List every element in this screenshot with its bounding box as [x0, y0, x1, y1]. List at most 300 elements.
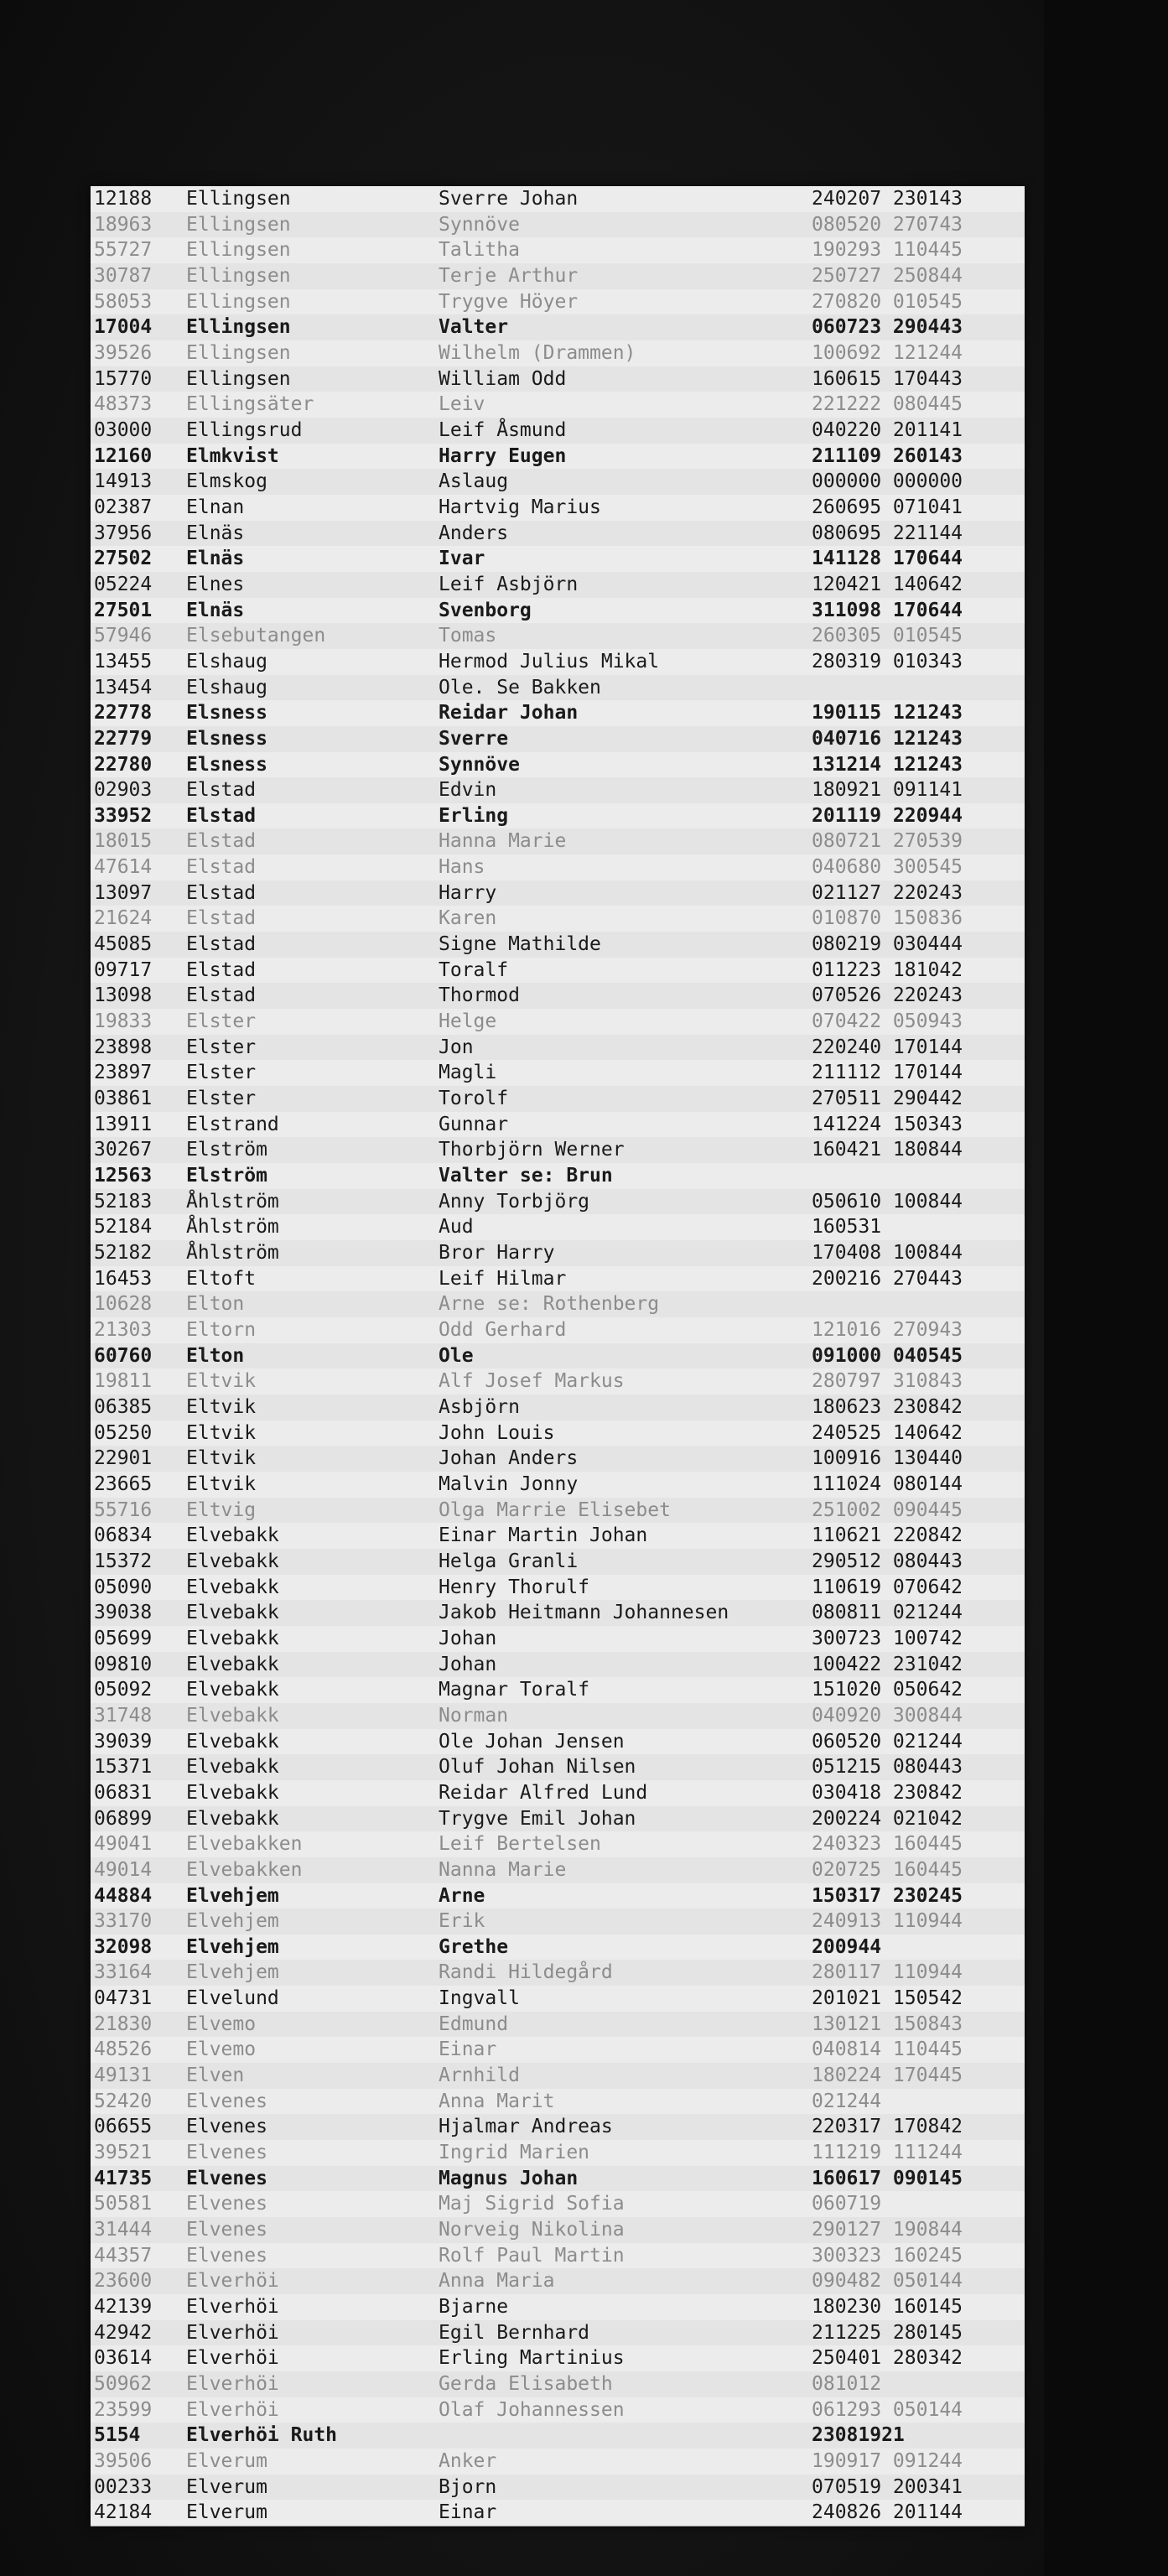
card-number: 13911: [94, 1113, 153, 1135]
given-names: Randi Hildegård: [439, 1961, 613, 1984]
given-names: Norveig Nikolina: [439, 2219, 625, 2241]
card-number: 52182: [94, 1242, 153, 1265]
card-row: [91, 906, 1025, 932]
surname: Elvenes: [186, 2244, 267, 2267]
card-number: 22779: [94, 727, 153, 750]
card-row: [91, 1806, 1025, 1833]
surname: Elstad: [186, 779, 257, 802]
card-number: 21303: [94, 1319, 153, 1341]
card-row: [91, 1394, 1025, 1421]
dates: 240913 110944: [812, 1910, 963, 1933]
card-row: [91, 2037, 1025, 2064]
dates: 040220 201141: [812, 418, 963, 441]
card-row: [91, 1523, 1025, 1550]
given-names: John Louis: [439, 1421, 555, 1444]
surname: Ellingsen: [186, 188, 291, 210]
card-number: 39506: [94, 2450, 153, 2473]
dates: 090482 050144: [812, 2270, 963, 2293]
given-names: Sverre Johan: [439, 188, 579, 210]
dates: 040920 300844: [812, 1704, 963, 1727]
dates: 080219 030444: [812, 933, 963, 956]
dates: 000000 000000: [812, 470, 963, 493]
card-row: [91, 1189, 1025, 1216]
card-row: [91, 314, 1025, 341]
card-number: 55727: [94, 239, 153, 262]
dates: 160421 180844: [812, 1139, 963, 1161]
card-number: 41735: [94, 2167, 153, 2189]
dates: 051215 080443: [812, 1756, 963, 1779]
surname: Elstad: [186, 830, 257, 853]
card-number: 23665: [94, 1472, 153, 1495]
surname: Elster: [186, 1010, 257, 1033]
card-row: [91, 1009, 1025, 1036]
dates: 240525 140642: [812, 1421, 963, 1444]
dates: 080721 270539: [812, 830, 963, 853]
dates: 170408 100844: [812, 1242, 963, 1265]
card-number: 55716: [94, 1498, 153, 1521]
dates: 080695 221144: [812, 522, 963, 544]
card-number: 19833: [94, 1010, 153, 1033]
card-row: [91, 1857, 1025, 1884]
card-number: 06385: [94, 1395, 153, 1418]
card-row: [91, 2500, 1025, 2527]
card-row: [91, 2243, 1025, 2270]
card-row: [91, 1317, 1025, 1344]
given-names: Talitha: [439, 239, 520, 262]
given-names: Thormod: [439, 984, 520, 1007]
surname: Elvenes: [186, 2142, 267, 2164]
given-names: Jon: [439, 1036, 474, 1058]
dates: 180224 170445: [812, 2064, 963, 2087]
surname: Elvenes: [186, 2167, 267, 2189]
card-number: 33164: [94, 1961, 153, 1984]
dates: 021127 220243: [812, 881, 963, 904]
given-names: Leif Åsmund: [439, 418, 567, 441]
card-row: [91, 1291, 1025, 1318]
card-number: 16453: [94, 1267, 153, 1290]
surname: Elton: [186, 1344, 245, 1367]
surname: Elverhöi: [186, 2347, 279, 2370]
card-row: [91, 1060, 1025, 1087]
surname: Elstrand: [186, 1113, 279, 1135]
card-row: [91, 1960, 1025, 1987]
dates: 200224 021042: [812, 1807, 963, 1830]
surname: Elverum: [186, 2475, 267, 2498]
given-names: Anker: [439, 2450, 497, 2473]
surname: Ellingsen: [186, 341, 291, 364]
card-number: 44884: [94, 1884, 153, 1907]
card-row: [91, 675, 1025, 702]
dates: 141224 150343: [812, 1113, 963, 1135]
card-row: [91, 1112, 1025, 1140]
card-row: [91, 289, 1025, 316]
card-row: [91, 1986, 1025, 2012]
given-names: Arne se: Rothenberg: [439, 1293, 660, 1316]
film-edge: [1044, 0, 1168, 2576]
card-row: [91, 2166, 1025, 2193]
card-number: 39526: [94, 341, 153, 364]
given-names: Gerda Elisabeth: [439, 2373, 613, 2396]
card-row: [91, 186, 1025, 213]
given-names: Sverre: [439, 727, 509, 750]
given-names: Magli: [439, 1062, 497, 1084]
card-number: 09717: [94, 958, 153, 981]
card-row: [91, 1086, 1025, 1113]
given-names: Hartvig Marius: [439, 496, 601, 518]
card-number: 02387: [94, 496, 153, 518]
card-number: 13098: [94, 984, 153, 1007]
card-row: [91, 1240, 1025, 1267]
card-number: 13097: [94, 881, 153, 904]
card-number: 19811: [94, 1370, 153, 1393]
dates: 180230 160145: [812, 2296, 963, 2319]
card-row: [91, 854, 1025, 881]
card-number: 06834: [94, 1524, 153, 1547]
dates: 200216 270443: [812, 1267, 963, 1290]
dates: 121016 270943: [812, 1319, 963, 1341]
surname: Ellingsen: [186, 264, 291, 287]
surname: Eltvik: [186, 1370, 257, 1393]
surname: Eltvik: [186, 1472, 257, 1495]
surname: Elverhöi: [186, 2321, 279, 2344]
card-row: [91, 1780, 1025, 1807]
given-names: Bror Harry: [439, 1242, 555, 1265]
given-names: Anna Maria: [439, 2270, 555, 2293]
surname: Eltvik: [186, 1421, 257, 1444]
given-names: Erling Martinius: [439, 2347, 625, 2370]
card-number: 09810: [94, 1653, 153, 1675]
given-names: Odd Gerhard: [439, 1319, 567, 1341]
given-names: Magnar Toralf: [439, 1679, 590, 1701]
surname: Elverhöi: [186, 2398, 279, 2421]
card-number: 04731: [94, 1987, 153, 2010]
given-names: Olga Marrie Elisebet: [439, 1498, 671, 1521]
surname: Elnäs: [186, 599, 245, 621]
surname: Elverhöi: [186, 2373, 279, 2396]
given-names: Karen: [439, 907, 497, 930]
surname: Elvebakk: [186, 1730, 279, 1753]
dates: 211109 260143: [812, 444, 963, 467]
dates: 160615 170443: [812, 367, 963, 390]
card-number: 27502: [94, 548, 153, 570]
card-number: 03861: [94, 1088, 153, 1110]
dates: 260695 071041: [812, 496, 963, 518]
card-row: [91, 649, 1025, 676]
surname: Elstad: [186, 933, 257, 956]
dates: 221222 080445: [812, 393, 963, 416]
card-number: 18963: [94, 213, 153, 236]
dates: 200944: [812, 1935, 882, 1958]
surname: Eltvig: [186, 1498, 257, 1521]
dates: 220240 170144: [812, 1036, 963, 1058]
surname: Åhlström: [186, 1242, 279, 1265]
given-names: Egil Bernhard: [439, 2321, 590, 2344]
dates: 060520 021244: [812, 1730, 963, 1753]
dates: 151020 050642: [812, 1679, 963, 1701]
dates: 061293 050144: [812, 2398, 963, 2421]
given-names: Aslaug: [439, 470, 509, 493]
dates: 240826 201144: [812, 2501, 963, 2524]
card-number: 33952: [94, 804, 153, 827]
surname: Elvehjem: [186, 1961, 279, 1984]
given-names: Hermod Julius Mikal: [439, 650, 660, 673]
dates: 100422 231042: [812, 1653, 963, 1675]
given-names: Maj Sigrid Sofia: [439, 2193, 625, 2215]
given-names: Erik: [439, 1910, 485, 1933]
card-row: [91, 1600, 1025, 1627]
given-names: Magnus Johan: [439, 2167, 579, 2189]
card-number: 15371: [94, 1756, 153, 1779]
given-names: Erling: [439, 804, 509, 827]
surname: Elvebakk: [186, 1704, 279, 1727]
surname: Ellingsen: [186, 367, 291, 390]
card-number: 60760: [94, 1344, 153, 1367]
surname: Elsness: [186, 702, 267, 724]
given-names: William Odd: [439, 367, 567, 390]
dates: 190293 110445: [812, 239, 963, 262]
given-names: Tomas: [439, 625, 497, 647]
given-names: Hanna Marie: [439, 830, 567, 853]
card-row: [91, 263, 1025, 290]
surname: Elvenes: [186, 2219, 267, 2241]
dates: 180921 091141: [812, 779, 963, 802]
given-names: Edmund: [439, 2012, 509, 2035]
card-row: [91, 1163, 1025, 1190]
given-names: Nanna Marie: [439, 1858, 567, 1881]
surname: Elvenes: [186, 2193, 267, 2215]
card-row: [91, 1754, 1025, 1781]
given-names: Henry Thorulf: [439, 1576, 590, 1598]
surname: Elvebakken: [186, 1858, 303, 1881]
surname: Elmskog: [186, 470, 267, 493]
given-names: Asbjörn: [439, 1395, 520, 1418]
card-number: 15770: [94, 367, 153, 390]
dates: 070422 050943: [812, 1010, 963, 1033]
card-number: 39039: [94, 1730, 153, 1753]
card-number: 21830: [94, 2012, 153, 2035]
given-names: Ivar: [439, 548, 485, 570]
card-number: 10628: [94, 1293, 153, 1316]
card-number: 50962: [94, 2373, 153, 2396]
card-number: 12160: [94, 444, 153, 467]
dates: 091000 040545: [812, 1344, 963, 1367]
card-number: 17004: [94, 316, 153, 339]
card-number: 05090: [94, 1576, 153, 1598]
card-row: [91, 726, 1025, 753]
card-number: 30787: [94, 264, 153, 287]
given-names: Ingrid Marien: [439, 2142, 590, 2164]
given-names: Norman: [439, 1704, 509, 1727]
card-row: [91, 803, 1025, 830]
surname: Elsebutangen: [186, 625, 326, 647]
card-number: 31444: [94, 2219, 153, 2241]
card-number: 49041: [94, 1833, 153, 1856]
card-row: [91, 2268, 1025, 2295]
surname: Elström: [186, 1139, 267, 1161]
given-names: Grethe: [439, 1935, 509, 1958]
card-number: 15372: [94, 1550, 153, 1572]
card-number: 06831: [94, 1781, 153, 1804]
dates: 011223 181042: [812, 958, 963, 981]
dates: 300323 160245: [812, 2244, 963, 2267]
card-number: 03614: [94, 2347, 153, 2370]
surname: Elnan: [186, 496, 245, 518]
dates: 131214 121243: [812, 753, 963, 776]
surname: Elvehjem: [186, 1935, 279, 1958]
card-number: 33170: [94, 1910, 153, 1933]
surname: Eltvik: [186, 1447, 257, 1470]
dates: 290127 190844: [812, 2219, 963, 2241]
dates: 250727 250844: [812, 264, 963, 287]
card-row: [91, 2475, 1025, 2501]
card-number: 52420: [94, 2090, 153, 2112]
card-number: 58053: [94, 290, 153, 313]
surname: Elster: [186, 1036, 257, 1058]
surname: Elvebakk: [186, 1807, 279, 1830]
card-number: 5154: [94, 2424, 141, 2447]
surname: Elstad: [186, 804, 257, 827]
dates: 120421 140642: [812, 573, 963, 595]
dates: 220317 170842: [812, 2116, 963, 2138]
surname: Eltoft: [186, 1267, 257, 1290]
given-names: Reidar Johan: [439, 702, 579, 724]
surname: Elstad: [186, 958, 257, 981]
given-names: Rolf Paul Martin: [439, 2244, 625, 2267]
given-names: Reidar Alfred Lund: [439, 1781, 648, 1804]
dates: 070519 200341: [812, 2475, 963, 2498]
surname: Elvehjem: [186, 1884, 279, 1907]
surname: Elvebakk: [186, 1679, 279, 1701]
dates: 270511 290442: [812, 1088, 963, 1110]
dates: 050610 100844: [812, 1190, 963, 1213]
surname: Elvemo: [186, 2012, 257, 2035]
card-row: [91, 1035, 1025, 1062]
given-names: Oluf Johan Nilsen: [439, 1756, 636, 1779]
card-number: 12188: [94, 188, 153, 210]
surname: Elvenes: [186, 2090, 267, 2112]
card-number: 23600: [94, 2270, 153, 2293]
surname: Elster: [186, 1088, 257, 1110]
dates: 311098 170644: [812, 599, 963, 621]
dates: 111024 080144: [812, 1472, 963, 1495]
card-row: [91, 546, 1025, 573]
card-row: [91, 1935, 1025, 1961]
card-row: [91, 2371, 1025, 2398]
given-names: Anna Marit: [439, 2090, 555, 2112]
surname: Elton: [186, 1293, 245, 1316]
given-names: Edvin: [439, 779, 497, 802]
card-row: [91, 444, 1025, 470]
card-number: 05250: [94, 1421, 153, 1444]
given-names: Leif Bertelsen: [439, 1833, 601, 1856]
dates: 240323 160445: [812, 1833, 963, 1856]
card-number: 27501: [94, 599, 153, 621]
given-names: Ole Johan Jensen: [439, 1730, 625, 1753]
card-number: 06655: [94, 2116, 153, 2138]
dates: 211225 280145: [812, 2321, 963, 2344]
dates: 110619 070642: [812, 1576, 963, 1598]
given-names: Harry Eugen: [439, 444, 567, 467]
given-names: Anders: [439, 522, 509, 544]
card-row: [91, 2140, 1025, 2167]
card-row: [91, 2191, 1025, 2218]
surname: Ellingsen: [186, 290, 291, 313]
surname: Elvebakk: [186, 1602, 279, 1624]
card-row: [91, 2294, 1025, 2321]
card-number: 14913: [94, 470, 153, 493]
card-row: [91, 1652, 1025, 1679]
card-number: 39038: [94, 1602, 153, 1624]
dates: 251002 090445: [812, 1498, 963, 1521]
dates: 040680 300545: [812, 856, 963, 879]
dates: 030418 230842: [812, 1781, 963, 1804]
surname: Elstad: [186, 881, 257, 904]
card-number: 48526: [94, 2038, 153, 2061]
surname: Elvelund: [186, 1987, 279, 2010]
card-number: 39521: [94, 2142, 153, 2164]
card-number: 31748: [94, 1704, 153, 1727]
given-names: Bjarne: [439, 2296, 509, 2319]
card-number: 50581: [94, 2193, 153, 2215]
surname: Elvebakk: [186, 1653, 279, 1675]
surname: Eltvik: [186, 1395, 257, 1418]
given-names: Anny Torbjörg: [439, 1190, 590, 1213]
given-names: Arne: [439, 1884, 485, 1907]
surname: Elsness: [186, 753, 267, 776]
card-row: [91, 2423, 1025, 2449]
card-row: [91, 752, 1025, 779]
card-row: [91, 2449, 1025, 2475]
card-row: [91, 1575, 1025, 1602]
card-number: 32098: [94, 1935, 153, 1958]
card-row: [91, 1831, 1025, 1858]
surname: Elvebakk: [186, 1756, 279, 1779]
given-names: Synnöve: [439, 213, 520, 236]
given-names: Wilhelm (Drammen): [439, 341, 636, 364]
surname: Elvebakk: [186, 1524, 279, 1547]
given-names: Einar Martin Johan: [439, 1524, 648, 1547]
card-row: [91, 1626, 1025, 1653]
dates: 160617 090145: [812, 2167, 963, 2189]
card-row: [91, 1420, 1025, 1447]
dates: 021244: [812, 2090, 882, 2112]
given-names: Einar: [439, 2501, 497, 2524]
surname: Elvebakk: [186, 1627, 279, 1649]
card-row: [91, 418, 1025, 444]
card-number: 23599: [94, 2398, 153, 2421]
given-names: Ingvall: [439, 1987, 520, 2010]
given-names: Valter: [439, 316, 509, 339]
card-number: 12563: [94, 1165, 153, 1187]
card-row: [91, 1909, 1025, 1935]
surname: Elstad: [186, 856, 257, 879]
index-card-sheet: [91, 186, 1025, 2526]
dates: 190917 091244: [812, 2450, 963, 2473]
card-number: 05699: [94, 1627, 153, 1649]
card-row: [91, 1368, 1025, 1395]
dates: 060723 290443: [812, 316, 963, 339]
dates: 080811 021244: [812, 1602, 963, 1624]
surname: Elnäs: [186, 522, 245, 544]
surname: Ellingsrud: [186, 418, 303, 441]
dates: 250401 280342: [812, 2347, 963, 2370]
card-row: [91, 2114, 1025, 2141]
surname: Elshaug: [186, 676, 267, 699]
card-row: [91, 958, 1025, 984]
given-names: Valter se: Brun: [439, 1165, 613, 1187]
surname: Elvebakk: [186, 1576, 279, 1598]
given-names: Gunnar: [439, 1113, 509, 1135]
